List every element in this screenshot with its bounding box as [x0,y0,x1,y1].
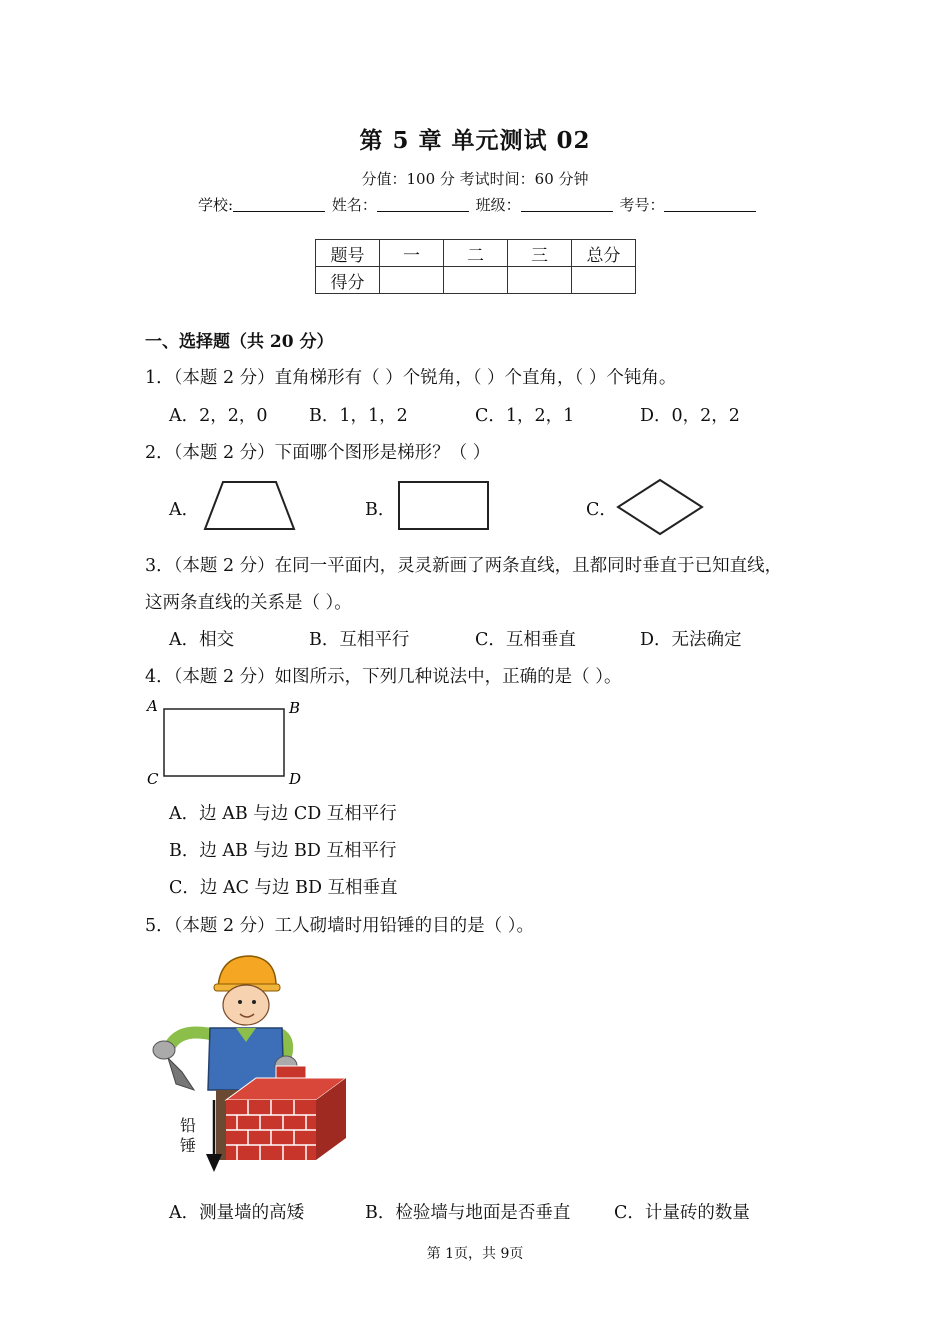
class-blank[interactable] [521,197,613,212]
score-cell[interactable] [380,267,444,294]
rectangle-figure[interactable] [394,476,494,536]
question-3-stem-continued: 这两条直线的关系是（ ）。 [145,593,352,613]
q2-option-a-label[interactable]: A． [169,500,200,520]
rhombus-figure[interactable] [612,474,708,540]
score-header-cell: 题号 [316,240,380,267]
q1-option-b[interactable]: B．1，1，2 [309,406,408,426]
score-cell[interactable] [444,267,508,294]
score-header-cell: 三 [508,240,572,267]
vertex-label-b: B [289,699,301,717]
class-label: 班级： [475,196,521,214]
score-header-cell: 总分 [572,240,636,267]
section-title: 一、选择题（共 20 分） [145,332,334,352]
exam-number-blank[interactable] [664,197,756,212]
q1-option-d[interactable]: D．0，2，2 [640,406,740,426]
q1-option-c[interactable]: C．1，2，1 [475,406,575,426]
page-title: 第 5 章 单元测试 02 [359,127,591,154]
q3-option-c[interactable]: C．互相垂直 [475,630,576,650]
q5-option-c[interactable]: C．计量砖的数量 [614,1203,750,1223]
bricklayer-illustration [140,950,350,1180]
score-table-header-row [316,240,636,267]
score-table [315,239,636,294]
q4-option-b[interactable]: B．边 AB 与边 BD 互相平行 [169,841,397,861]
q5-option-a[interactable]: A．测量墙的高矮 [169,1203,305,1223]
score-table-score-row [316,267,636,294]
q2-option-b-label[interactable]: B． [365,500,396,520]
question-3-stem: 3．（本题 2 分）在同一平面内，灵灵新画了两条直线，且都同时垂直于已知直线， [145,556,783,576]
score-cell[interactable] [508,267,572,294]
page-footer: 第 1页，共 9页 [426,1246,524,1262]
question-5-stem: 5．（本题 2 分）工人砌墙时用铅锤的目的是（ ）。 [145,916,534,936]
question-1-stem: 1．（本题 2 分）直角梯形有（ ）个锐角，（ ）个直角，（ ）个钝角。 [145,368,677,388]
rectangle-abcd-figure [140,694,310,790]
score-cell[interactable] [572,267,636,294]
score-row-label: 得分 [316,267,380,294]
trapezoid-figure[interactable] [198,476,302,536]
q3-option-b[interactable]: B．互相平行 [309,630,410,650]
question-2-stem: 2．（本题 2 分）下面哪个图形是梯形？（ ） [145,443,491,463]
school-blank[interactable] [233,197,325,212]
q4-option-a[interactable]: A．边 AB 与边 CD 互相平行 [169,804,397,824]
vertex-label-a: A [147,697,158,715]
vertex-label-c: C [147,770,159,788]
plumb-bob-label: 铅锤 [180,1116,197,1155]
q3-option-a[interactable]: A．相交 [169,630,235,650]
name-blank[interactable] [377,197,469,212]
q2-option-c-label[interactable]: C． [586,500,617,520]
exam-number-label: 考号： [619,196,665,214]
q5-option-b[interactable]: B．检验墙与地面是否垂直 [365,1203,571,1223]
q1-option-a[interactable]: A．2，2，0 [169,406,268,426]
score-header-cell: 一 [380,240,444,267]
name-label: 姓名： [331,196,377,214]
school-label: 学校: [198,196,234,214]
score-header-cell: 二 [444,240,508,267]
student-info-fields [198,194,758,215]
q4-option-c[interactable]: C．边 AC 与边 BD 互相垂直 [169,878,398,898]
vertex-label-d: D [289,770,302,788]
exam-meta: 分值：100 分 考试时间：60 分钟 [361,170,589,188]
question-4-stem: 4．（本题 2 分）如图所示，下列几种说法中，正确的是（ ）。 [145,667,622,687]
q3-option-d[interactable]: D．无法确定 [640,630,742,650]
